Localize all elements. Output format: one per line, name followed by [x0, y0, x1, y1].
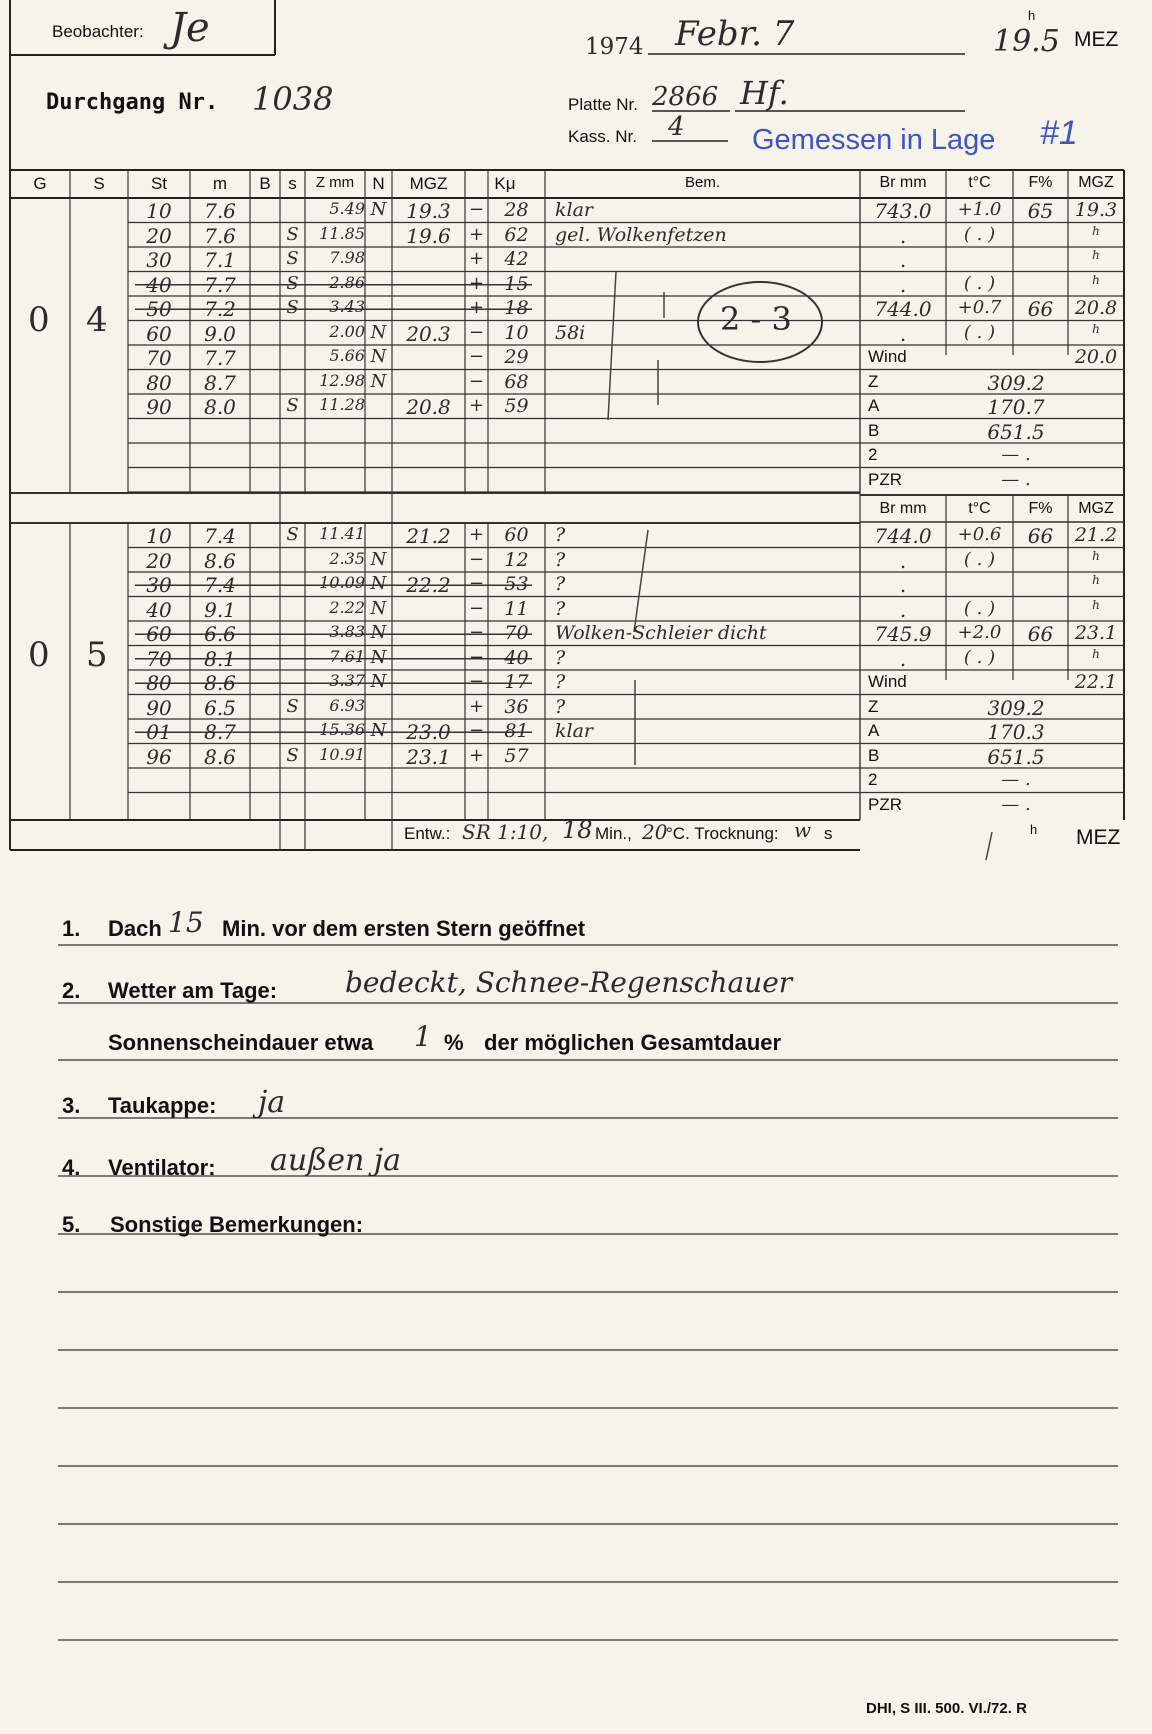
right-col-header-2-block2: F% [1028, 500, 1053, 517]
durchgang-label: Durchgang Nr. [46, 90, 219, 115]
durchgang-value: 1038 [252, 80, 334, 118]
entw-value1: SR 1:10, [462, 820, 549, 844]
b1-row1-st: 20 [146, 223, 172, 248]
b2-row7-s: S [286, 695, 299, 717]
entw-min: Min., [595, 824, 632, 843]
b2-row2-mgz: 22.2 [406, 573, 451, 597]
b1-row0-k: 28 [504, 199, 529, 221]
b2-row3-bem: ? [555, 597, 566, 620]
note2-num: 2. [62, 978, 81, 1003]
b2-weather0-t: +0.6 [957, 524, 1002, 545]
b1-weather4-f: 66 [1027, 297, 1054, 321]
b1-b-label: B [868, 420, 880, 440]
col-header-1: S [93, 174, 105, 193]
b1-weather3-mgz: h [1092, 272, 1100, 287]
note2b-b: der möglichen Gesamtdauer [484, 1030, 782, 1055]
b1-row8-st: 90 [146, 395, 172, 419]
b2-row4-sign: − [468, 622, 485, 643]
b2-row8-st: 01 [146, 720, 172, 744]
b1-row3-st: 40 [146, 272, 172, 297]
b1-two-label: 2 [868, 445, 878, 464]
b2-row3-st: 40 [146, 597, 172, 622]
b1-row8-m: 8.0 [204, 395, 236, 419]
b2-wind-mgz: 22.1 [1074, 671, 1118, 693]
note2b-a: Sonnenscheindauer etwa [108, 1030, 374, 1055]
b2-row7-m: 6.5 [204, 695, 236, 720]
b1-weather1-mgz: h [1092, 223, 1100, 238]
b2-row1-k: 12 [504, 548, 529, 571]
b1-row5-sign: − [468, 321, 485, 343]
col-header-7: N [372, 174, 385, 193]
b2-row5-k: 40 [504, 646, 529, 669]
b2-row0-mgz: 21.2 [406, 524, 451, 548]
b1-row6-m: 7.7 [204, 346, 236, 370]
col-header-5: s [288, 174, 297, 193]
b1-pzr-label: PZR [868, 469, 902, 489]
block1-g: 0 [28, 300, 50, 340]
b1-row5-n: N [370, 321, 387, 343]
b2-weather5-t: ( . ) [963, 646, 996, 668]
note3-label: Taukappe: [108, 1093, 217, 1118]
platte-value: 2866 [652, 82, 719, 112]
b1-row0-m: 7.6 [204, 199, 236, 223]
b1-row0-n: N [370, 199, 387, 220]
b2-b-label: B [868, 745, 880, 765]
b1-row3-sign: + [468, 272, 485, 294]
right-col-header-0-block1: Br mm [879, 174, 927, 191]
block1-s: 4 [86, 300, 108, 340]
b1-row2-sign: + [468, 248, 485, 269]
right-col-header-0-block2: Br mm [879, 500, 927, 517]
end-h: h [1030, 822, 1038, 837]
b2-row9-m: 8.6 [204, 744, 236, 769]
b2-row1-st: 20 [146, 548, 172, 573]
b1-row7-n: N [370, 370, 387, 392]
b1-weather1-t: ( . ) [963, 223, 996, 245]
b1-weather2-mgz: h [1092, 248, 1100, 262]
block2-g: 0 [28, 635, 50, 675]
b2-row5-z: 7.61 [329, 646, 365, 666]
b2-row6-st: 80 [146, 671, 172, 695]
note1-a: Dach [108, 916, 162, 941]
b2-row0-s: S [286, 524, 299, 545]
note2-value: bedeckt, Schnee-Regenschauer [345, 966, 793, 999]
b1-a-value: 170.7 [987, 395, 1045, 419]
b1-row0-z: 5.49 [329, 199, 365, 218]
platte-label: Platte Nr. [568, 95, 638, 114]
b1-row6-st: 70 [146, 346, 172, 370]
b2-b-value: 651.5 [987, 744, 1045, 769]
b1-row3-s: S [286, 272, 299, 294]
b2-row6-sign: − [468, 671, 485, 692]
b1-row3-m: 7.7 [204, 272, 236, 297]
b1-row4-s: S [286, 297, 299, 318]
b1-row3-z: 2.86 [329, 272, 365, 292]
b2-weather5-mgz: h [1092, 646, 1100, 661]
right-col-header-1-block2: t°C [968, 500, 991, 517]
b2-row7-st: 90 [146, 695, 172, 720]
b2-row8-z: 15.36 [319, 720, 365, 739]
b1-row5-k: 10 [504, 321, 529, 344]
b2-row3-sign: − [468, 597, 485, 619]
col-header-8: MGZ [409, 174, 448, 193]
b2-row9-z: 10.91 [319, 744, 365, 764]
b2-row8-k: 81 [504, 720, 529, 742]
b2-weather3-br: . [899, 597, 907, 622]
b2-row7-k: 36 [504, 695, 529, 718]
b2-row2-bem: ? [555, 573, 566, 595]
b1-weather0-t: +1.0 [957, 199, 1002, 220]
b1-a-label: A [868, 396, 880, 415]
b1-row4-m: 7.2 [204, 297, 236, 321]
b2-weather1-mgz: h [1092, 548, 1100, 563]
b2-row6-k: 17 [504, 671, 529, 693]
b1-row7-k: 68 [504, 370, 529, 393]
b1-wind-mgz: 20.0 [1074, 346, 1118, 368]
b1-row8-sign: + [468, 395, 485, 416]
measured-stamp: Gemessen in Lage [752, 124, 996, 156]
b1-row6-z: 5.66 [329, 346, 365, 365]
b1-row2-k: 42 [504, 248, 529, 270]
b2-row1-sign: − [468, 548, 485, 570]
b2-weather2-br: . [899, 573, 907, 597]
b1-row5-m: 9.0 [204, 321, 236, 346]
b2-pzr-value: — . [1001, 793, 1031, 815]
b1-row7-m: 8.7 [204, 370, 236, 395]
time: 19.5 [993, 24, 1060, 59]
b1-row8-mgz: 20.8 [406, 395, 451, 419]
col-header-10: Bem. [684, 174, 720, 191]
b1-row5-z: 2.00 [329, 321, 365, 341]
col-header-2: St [150, 174, 168, 193]
b1-row2-st: 30 [146, 248, 172, 272]
mez-label: MEZ [1074, 28, 1119, 51]
b2-row5-n: N [370, 646, 387, 668]
b2-weather0-f: 66 [1027, 524, 1054, 548]
b1-row5-st: 60 [146, 321, 172, 346]
end-mez: MEZ [1076, 826, 1121, 849]
b1-row2-z: 7.98 [329, 248, 365, 267]
note3-num: 3. [62, 1093, 81, 1118]
b1-weather4-t: +0.7 [957, 297, 1002, 318]
note5-num: 5. [62, 1212, 81, 1237]
col-header-9: Kμ [494, 174, 516, 193]
b2-row5-sign: − [468, 646, 485, 668]
b2-row6-m: 8.6 [204, 671, 236, 695]
b1-row1-m: 7.6 [204, 223, 236, 248]
b2-row2-n: N [370, 573, 387, 594]
b1-two-value: — . [1001, 444, 1031, 465]
b2-row1-m: 8.6 [204, 548, 236, 573]
b1-row2-s: S [286, 248, 299, 269]
b2-weather0-br: 744.0 [874, 524, 932, 548]
b1-row1-k: 62 [504, 223, 529, 246]
b1-z-value: 309.2 [987, 370, 1045, 395]
b2-pzr-label: PZR [868, 794, 902, 814]
b1-row4-st: 50 [146, 297, 172, 321]
b2-two-label: 2 [868, 770, 878, 789]
b2-row0-sign: + [468, 524, 485, 545]
b2-row7-sign: + [468, 695, 485, 717]
form-code: DHI, S III. 500. VI./72. R [866, 1700, 1027, 1717]
b2-weather4-f: 66 [1027, 622, 1054, 646]
b2-row8-m: 8.7 [204, 720, 236, 744]
b1-weather2-br: . [899, 248, 907, 272]
kass-value: 4 [668, 112, 685, 142]
note2b-pct: % [444, 1030, 464, 1055]
b2-weather5-br: . [899, 646, 907, 671]
kass-label: Kass. Nr. [568, 127, 637, 146]
b2-row1-z: 2.35 [329, 548, 365, 568]
b2-row2-z: 10.09 [319, 573, 365, 592]
b2-row1-bem: ? [555, 548, 566, 571]
b2-row4-bem: Wolken-Schleier dicht [555, 622, 767, 644]
entw-value2: 18 [562, 816, 593, 844]
b1-row0-sign: − [468, 199, 485, 220]
b2-row6-bem: ? [555, 671, 566, 693]
observer-label: Beobachter: [52, 22, 144, 41]
b2-row9-sign: + [468, 744, 485, 766]
b2-row3-n: N [370, 597, 387, 619]
entw-s: s [824, 824, 833, 843]
note2b-value: 1 [414, 1020, 432, 1053]
b2-z-value: 309.2 [987, 695, 1045, 720]
right-col-header-3-block2: MGZ [1078, 500, 1114, 517]
b2-row9-s: S [286, 744, 299, 766]
col-header-0: G [33, 174, 47, 193]
b1-row1-bem: gel. Wolkenfetzen [555, 223, 727, 246]
note5-label: Sonstige Bemerkungen: [110, 1212, 364, 1237]
b1-weather5-mgz: h [1092, 321, 1100, 336]
platte-suffix: Hf. [740, 74, 789, 112]
b1-weather3-br: . [899, 272, 907, 297]
note4-value: außen ja [270, 1143, 402, 1178]
b2-row3-k: 11 [504, 597, 529, 620]
b2-row7-z: 6.93 [329, 695, 365, 715]
b1-weather3-t: ( . ) [963, 272, 996, 294]
b1-row4-sign: + [468, 297, 485, 318]
note4-num: 4. [62, 1155, 81, 1180]
b1-row8-s: S [286, 395, 299, 416]
note2-label: Wetter am Tage: [108, 978, 278, 1003]
b1-row4-k: 18 [504, 297, 529, 319]
b2-row6-z: 3.37 [329, 671, 365, 690]
b2-row0-bem: ? [555, 524, 566, 546]
b1-row7-z: 12.98 [319, 370, 365, 390]
b1-row6-sign: − [468, 346, 485, 367]
b2-weather4-t: +2.0 [957, 622, 1002, 643]
b2-weather3-t: ( . ) [963, 597, 996, 619]
entw-value3: w [794, 818, 812, 842]
b2-two-value: — . [1001, 769, 1031, 790]
b1-row2-m: 7.1 [204, 248, 236, 272]
year: 1974 [585, 34, 644, 60]
right-col-header-1-block1: t°C [968, 174, 991, 191]
note1-value: 15 [168, 906, 204, 939]
b2-row0-st: 10 [146, 524, 172, 548]
b1-row3-k: 15 [504, 272, 529, 295]
time-h: h [1028, 8, 1036, 23]
col-header-3: m [212, 174, 228, 193]
b2-row5-m: 8.1 [204, 646, 236, 671]
b1-weather4-mgz: 20.8 [1074, 297, 1118, 319]
b2-row0-k: 60 [504, 524, 529, 546]
right-col-header-2-block1: F% [1028, 174, 1053, 191]
b2-row3-m: 9.1 [204, 597, 236, 622]
b2-row3-z: 2.22 [329, 597, 365, 617]
b2-row1-n: N [370, 548, 387, 570]
b1-row6-n: N [370, 346, 387, 367]
b1-row6-k: 29 [504, 346, 529, 368]
entw-temp-label: °C. Trocknung: [666, 824, 779, 843]
b1-z-label: Z [868, 371, 879, 391]
b1-row5-bem: 58i [555, 321, 586, 344]
b1-weather1-br: . [899, 223, 907, 248]
b2-z-label: Z [868, 696, 879, 716]
b2-weather2-mgz: h [1092, 573, 1100, 587]
block2-s: 5 [86, 635, 108, 675]
b1-row0-bem: klar [555, 199, 593, 221]
b2-row4-k: 70 [504, 622, 529, 644]
right-col-header-3-block1: MGZ [1078, 174, 1114, 191]
b2-row9-mgz: 23.1 [406, 744, 451, 769]
b2-row7-bem: ? [555, 695, 566, 718]
b1-row0-mgz: 19.3 [406, 199, 451, 223]
b2-a-value: 170.3 [987, 720, 1045, 744]
b1-b-value: 651.5 [987, 419, 1045, 444]
date: Febr. 7 [675, 14, 795, 54]
note1-b: Min. vor dem ersten Stern geöffnet [222, 916, 586, 941]
col-header-6: Z mm [315, 174, 355, 191]
b2-weather4-br: 745.9 [874, 622, 932, 646]
note3-value: ja [258, 1085, 286, 1120]
b2-row4-st: 60 [146, 622, 172, 646]
b1-weather0-mgz: 19.3 [1074, 199, 1118, 221]
b1-row8-k: 59 [504, 395, 529, 417]
b2-row2-m: 7.4 [204, 573, 236, 597]
b1-row7-st: 80 [146, 370, 172, 395]
b2-row5-bem: ? [555, 646, 566, 669]
b1-weather4-br: 744.0 [874, 297, 932, 321]
b2-row5-st: 70 [146, 646, 172, 671]
b2-row8-sign: − [468, 720, 485, 741]
b1-weather5-br: . [899, 321, 907, 346]
b1-row8-z: 11.28 [319, 395, 365, 414]
b1-weather0-br: 743.0 [874, 199, 932, 223]
b2-row2-st: 30 [146, 573, 172, 597]
b1-row1-sign: + [468, 223, 485, 245]
b1-weather0-f: 65 [1027, 199, 1054, 223]
b1-weather5-t: ( . ) [963, 321, 996, 343]
b1-pzr-value: — . [1001, 468, 1031, 490]
b2-row8-mgz: 23.0 [406, 720, 451, 744]
measured-stamp-value: #1 [1040, 114, 1078, 152]
b2-weather1-br: . [899, 548, 907, 573]
note4-label: Ventilator: [108, 1155, 216, 1180]
b2-a-label: A [868, 721, 880, 740]
b2-weather4-mgz: 23.1 [1074, 622, 1118, 644]
b1-row5-mgz: 20.3 [406, 321, 451, 346]
b1-row1-s: S [286, 223, 299, 245]
col-header-4: B [259, 174, 271, 193]
b2-row4-m: 6.6 [204, 622, 236, 646]
b2-row8-n: N [370, 720, 387, 741]
b2-row0-m: 7.4 [204, 524, 236, 548]
b1-row4-z: 3.43 [329, 297, 365, 316]
note1-num: 1. [62, 916, 81, 941]
b2-row2-sign: − [468, 573, 485, 594]
b1-row7-sign: − [468, 370, 485, 392]
b2-row2-k: 53 [504, 573, 529, 595]
entw-temp: 20 [642, 820, 668, 844]
b1-row1-z: 11.85 [319, 223, 365, 243]
b1-row0-st: 10 [146, 199, 172, 223]
b2-row9-st: 96 [146, 744, 172, 769]
b2-row4-n: N [370, 622, 387, 643]
b2-row8-bem: klar [555, 720, 593, 742]
b2-weather1-t: ( . ) [963, 548, 996, 570]
b2-weather3-mgz: h [1092, 597, 1100, 612]
b2-row6-n: N [370, 671, 387, 692]
b2-weather0-mgz: 21.2 [1074, 524, 1118, 546]
observer-value: Je [170, 5, 210, 51]
b2-row9-k: 57 [504, 744, 529, 767]
b2-row0-z: 11.41 [319, 524, 365, 543]
circle-note: 2 - 3 [720, 300, 792, 338]
b1-wind-label: Wind [868, 347, 907, 366]
b2-row4-z: 3.83 [329, 622, 365, 641]
b2-wind-label: Wind [868, 672, 907, 691]
entw-label: Entw.: [404, 824, 451, 843]
b1-row1-mgz: 19.6 [406, 223, 451, 248]
